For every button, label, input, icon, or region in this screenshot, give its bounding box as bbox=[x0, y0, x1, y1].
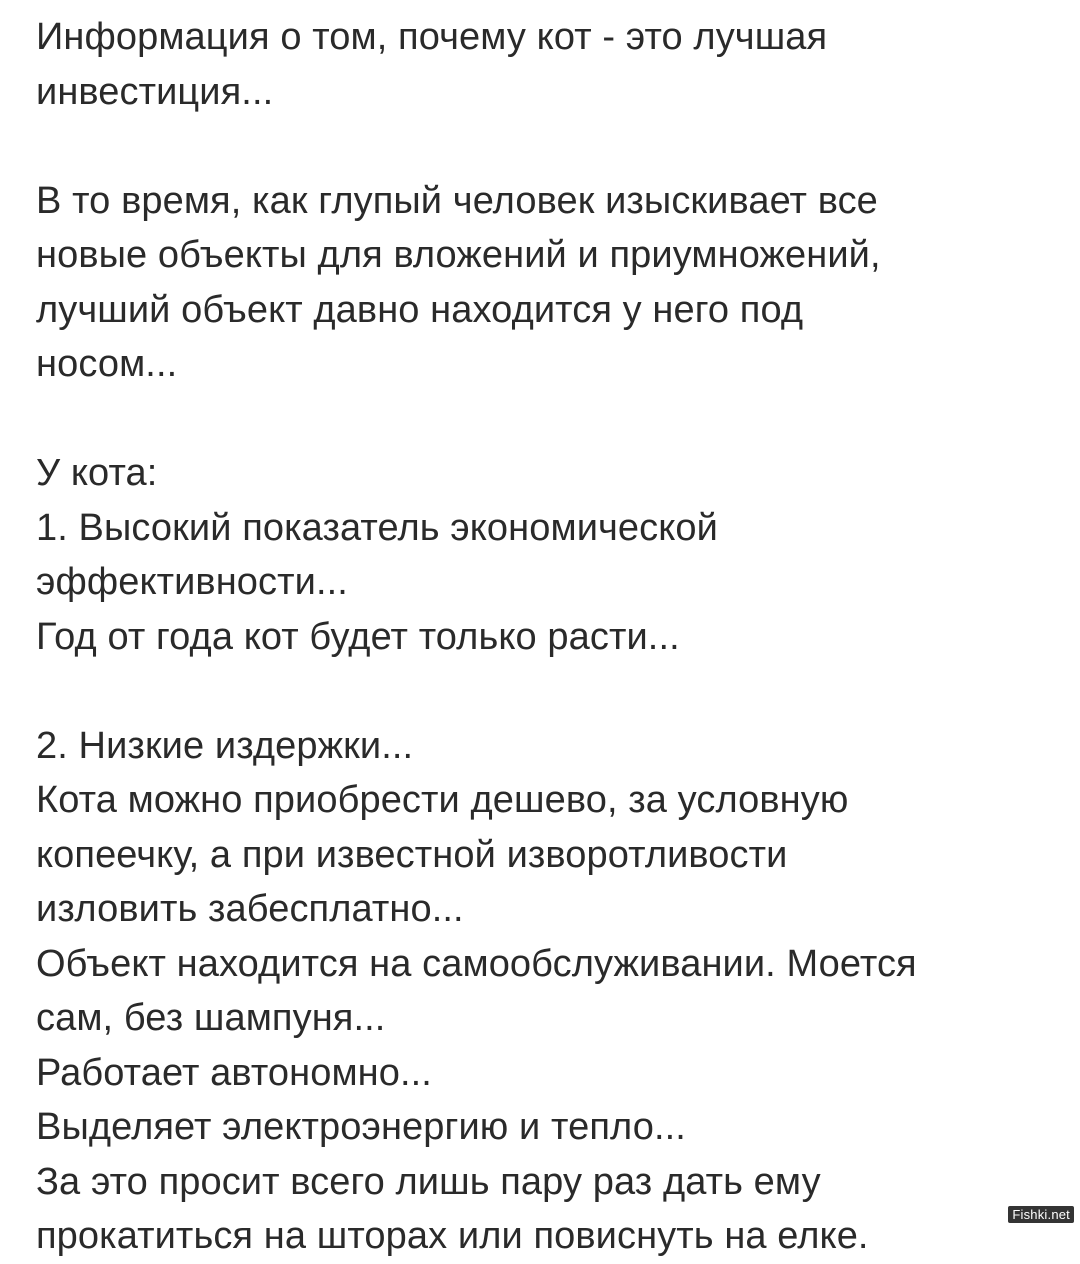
paragraph-title bbox=[36, 10, 1066, 119]
text-line: Информация о том, почему кот - это лучшая bbox=[36, 16, 828, 58]
text-line: лучший объект давно находится у него под bbox=[36, 288, 804, 331]
text-line: Год от года кот будет только расти... bbox=[36, 615, 680, 658]
text-line: новые объекты для вложений и приумножений, bbox=[36, 234, 881, 276]
text-line: инвестиция... bbox=[36, 70, 274, 113]
text-line: Кота можно приобрести дешево, за условную bbox=[36, 779, 849, 821]
paragraph-point-1 bbox=[36, 446, 1066, 664]
paragraph-gap bbox=[36, 119, 1066, 174]
text-line: 2. Низкие издержки... bbox=[36, 724, 414, 767]
text-line: копеечку, а при известной изворотливости bbox=[36, 833, 788, 876]
post-text bbox=[36, 10, 1066, 1264]
text-line: носом... bbox=[36, 343, 178, 385]
text-line: За это просит всего лишь пару раз дать ему bbox=[36, 1160, 821, 1203]
text-line: Объект находится на самообслуживании. Моется bbox=[36, 942, 917, 985]
text-line: Работает автономно... bbox=[36, 1051, 432, 1094]
paragraph-gap bbox=[36, 392, 1066, 447]
text-line: изловить забесплатно... bbox=[36, 888, 464, 930]
text-line: эффективности... bbox=[36, 561, 348, 603]
paragraph-gap bbox=[36, 664, 1066, 719]
text-line: 1. Высокий показатель экономической bbox=[36, 506, 718, 549]
text-line: В то время, как глупый человек изыскивает все bbox=[36, 179, 878, 222]
text-line: сам, без шампуня... bbox=[36, 997, 386, 1039]
paragraph-intro bbox=[36, 174, 1066, 392]
paragraph-point-2 bbox=[36, 719, 1066, 1264]
watermark: Fishki.net bbox=[1008, 1206, 1074, 1223]
text-line: Выделяет электроэнергию и тепло... bbox=[36, 1106, 686, 1148]
text-line: У кота: bbox=[36, 452, 158, 494]
text-line: прокатиться на шторах или повиснуть на елке. bbox=[36, 1215, 869, 1257]
